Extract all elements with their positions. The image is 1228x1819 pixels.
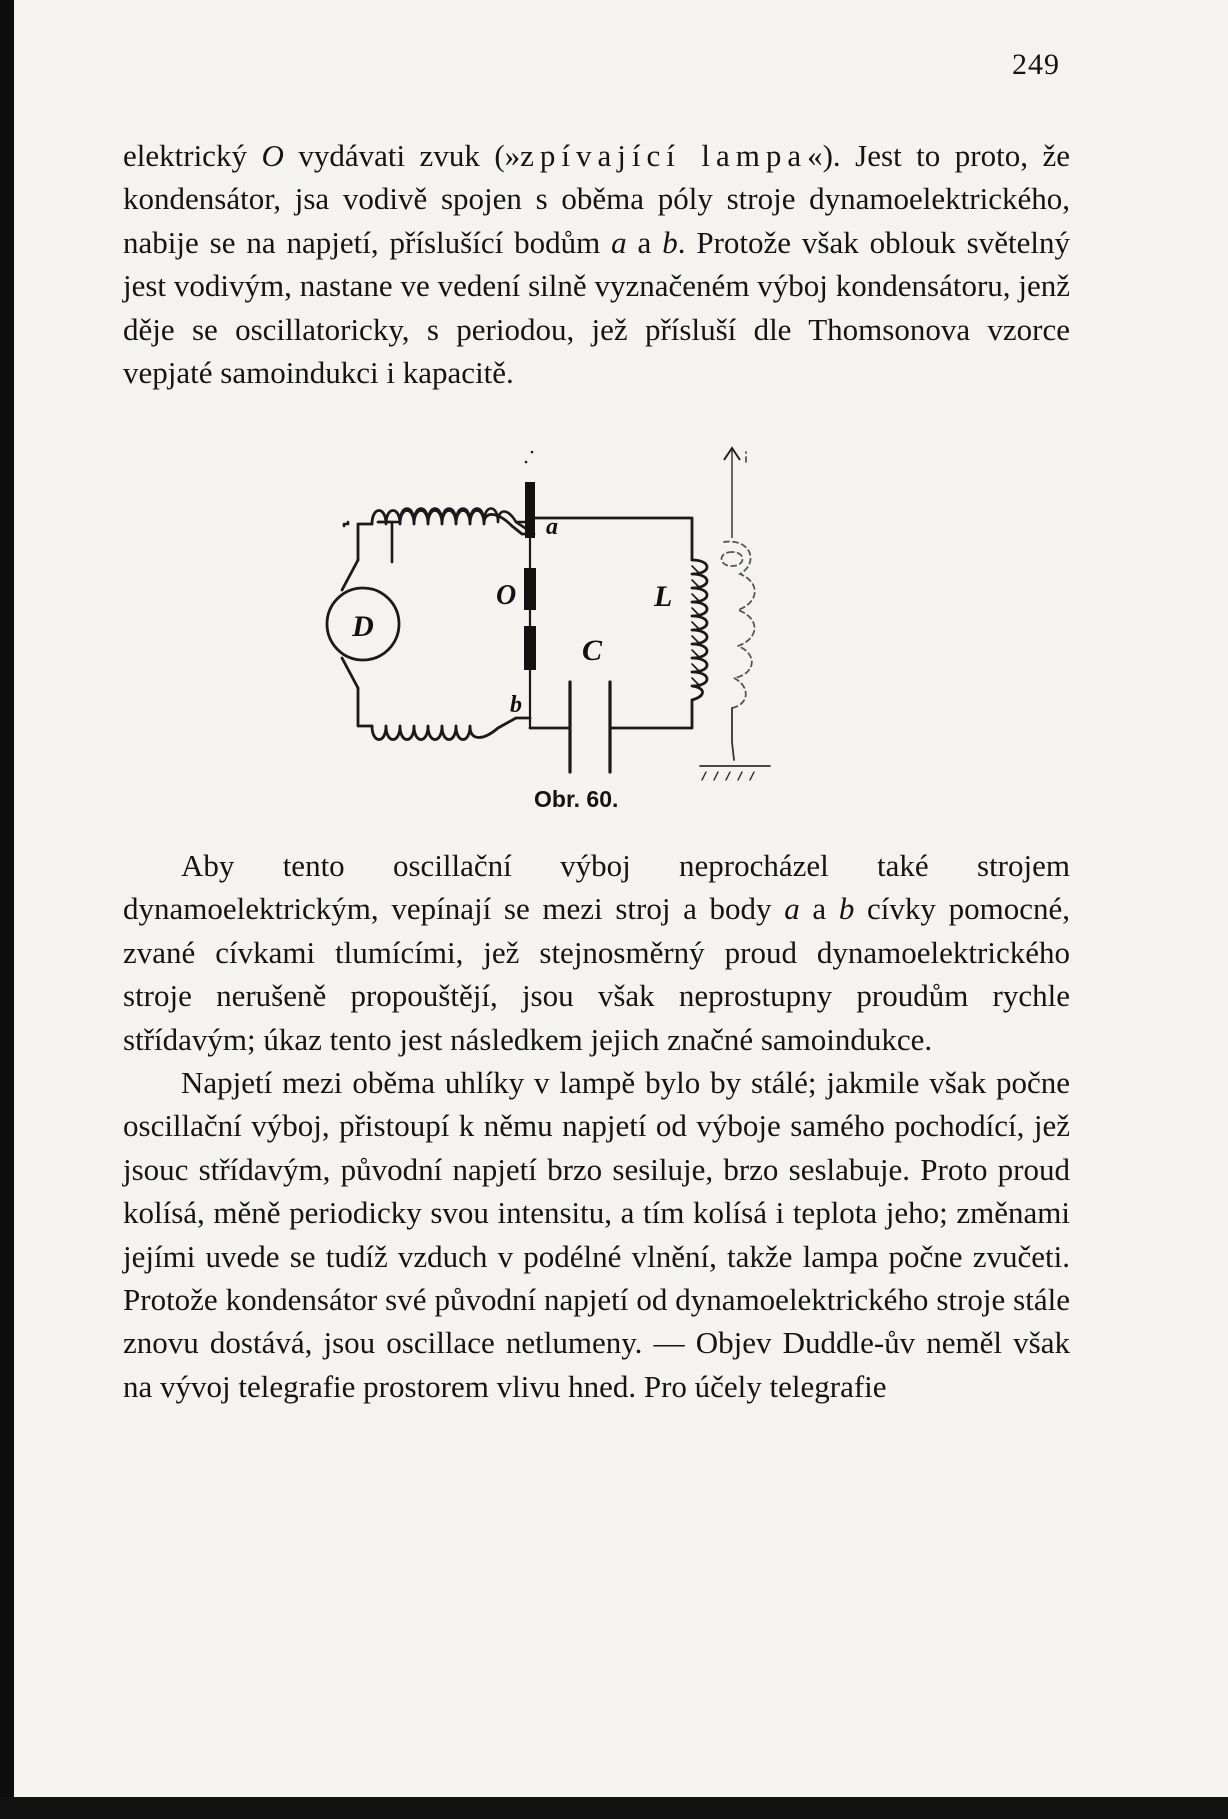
p1-text-1: elektrický bbox=[123, 138, 262, 173]
label-a: a bbox=[546, 514, 558, 540]
p1-symbol-O: O bbox=[261, 138, 284, 173]
label-L: L bbox=[654, 580, 673, 613]
secondary-windings bbox=[724, 542, 755, 708]
p2-symbol-b: b bbox=[838, 891, 855, 927]
p2-text-and: a bbox=[799, 891, 839, 927]
p1-symbol-a: a bbox=[611, 224, 627, 260]
paragraph-1 bbox=[123, 134, 1070, 394]
electrode-upper bbox=[524, 568, 536, 610]
p1-symbol-b: b bbox=[662, 224, 678, 260]
p1-text-and: a bbox=[626, 224, 663, 260]
label-C: C bbox=[582, 634, 603, 667]
paragraph-3: Napjetí mezi oběma uhlíky v lampě bylo by stálé; jakmile však počne oscillační výboj, přistoupí k němu napjetí od výboje samého pochodící, jež jsouc střídavým, původní napjetí brzo sesiluje, brzo seslabuje. Proto proud kolísá, měně periodicky svou intensitu, a tím kolísá i teplota jeho; změnami jejími uvede se tudíž vzduch v podélné vlnění, takže lampa počne zvučeti. Protože kondensátor své původní napjetí od dynamoelektrického stroje stále znovu dostává, jsou oscillace netlumeny. — Objev Duddle-ův neměl však na vývoj telegrafie prostorem vlivu hned. Pro účely telegrafie bbox=[123, 1065, 1070, 1404]
circuit-figure bbox=[320, 442, 930, 854]
page-edge-left bbox=[0, 0, 14, 1819]
wire-dynamo-top bbox=[358, 524, 372, 560]
p1-text-3: «). Jest to proto, že kondensátor, jsa vodivě spojen s oběma póly stroje dynamoelektrického, nabije se na napjetí, příslušící bodům bbox=[123, 138, 1070, 260]
arc-lamp-electrodes bbox=[524, 482, 536, 670]
text-block-top bbox=[123, 134, 1070, 394]
circuit-diagram bbox=[320, 442, 930, 854]
wire-cap-to-right bbox=[610, 700, 692, 728]
wire-bottom-coil-to-b bbox=[498, 718, 530, 728]
p2-text-1: Aby tento oscillační výboj neprocházel také strojem dynamoelektrickým, vepínají se mezi stroj a body bbox=[123, 848, 1070, 927]
secondary-winding-1 bbox=[722, 552, 743, 566]
page-edge-bottom bbox=[0, 1797, 1228, 1819]
electrode-top-rod bbox=[525, 482, 535, 538]
dynamo-brush-bottom bbox=[342, 658, 358, 688]
ground-wire bbox=[732, 708, 734, 760]
dynamo-brush-top bbox=[342, 560, 358, 590]
ground-hatch bbox=[702, 772, 754, 780]
label-O: O bbox=[496, 580, 517, 611]
label-D: D bbox=[352, 610, 374, 643]
paragraph-2 bbox=[123, 844, 1070, 1061]
secondary-coil bbox=[700, 442, 770, 780]
choke-coil-bottom-windings bbox=[372, 726, 498, 740]
label-b: b bbox=[510, 692, 522, 718]
wire-top-left bbox=[378, 522, 392, 562]
p1-text-4: . Protože však oblouk světelný jest vodivým, nastane ve vedení silně vyznačeném výboj kondensátoru, jenž děje se oscillatoricky, s periodou, jež přísluší dle Thomsonova vzorce vepjaté samoindukci i kapacitě. bbox=[123, 224, 1070, 391]
figure-caption: Obr. 60. bbox=[534, 786, 619, 812]
wire-top-left-stub bbox=[344, 522, 348, 526]
wire-dynamo-bottom bbox=[358, 688, 372, 726]
electrode-lower bbox=[524, 626, 536, 670]
p1-text-2: vydávati zvuk (» bbox=[283, 138, 521, 173]
p2-symbol-a: a bbox=[784, 891, 800, 927]
p1-spaced-term: zpívající lampa bbox=[520, 138, 808, 173]
page-number: 249 bbox=[1012, 48, 1060, 81]
p2-text-2: cívky pomocné, zvané cívkami tlumícími, jež stejnosměrný proud dynamoelektrického stroje nerušeně propouštějí, jsou však neprostupny proudům rychle střídavým; úkaz tento jest následkem jejich značné samoindukce. bbox=[123, 891, 1070, 1057]
text-block-bottom bbox=[123, 844, 1070, 1408]
inductor-L-hatching bbox=[692, 566, 700, 686]
